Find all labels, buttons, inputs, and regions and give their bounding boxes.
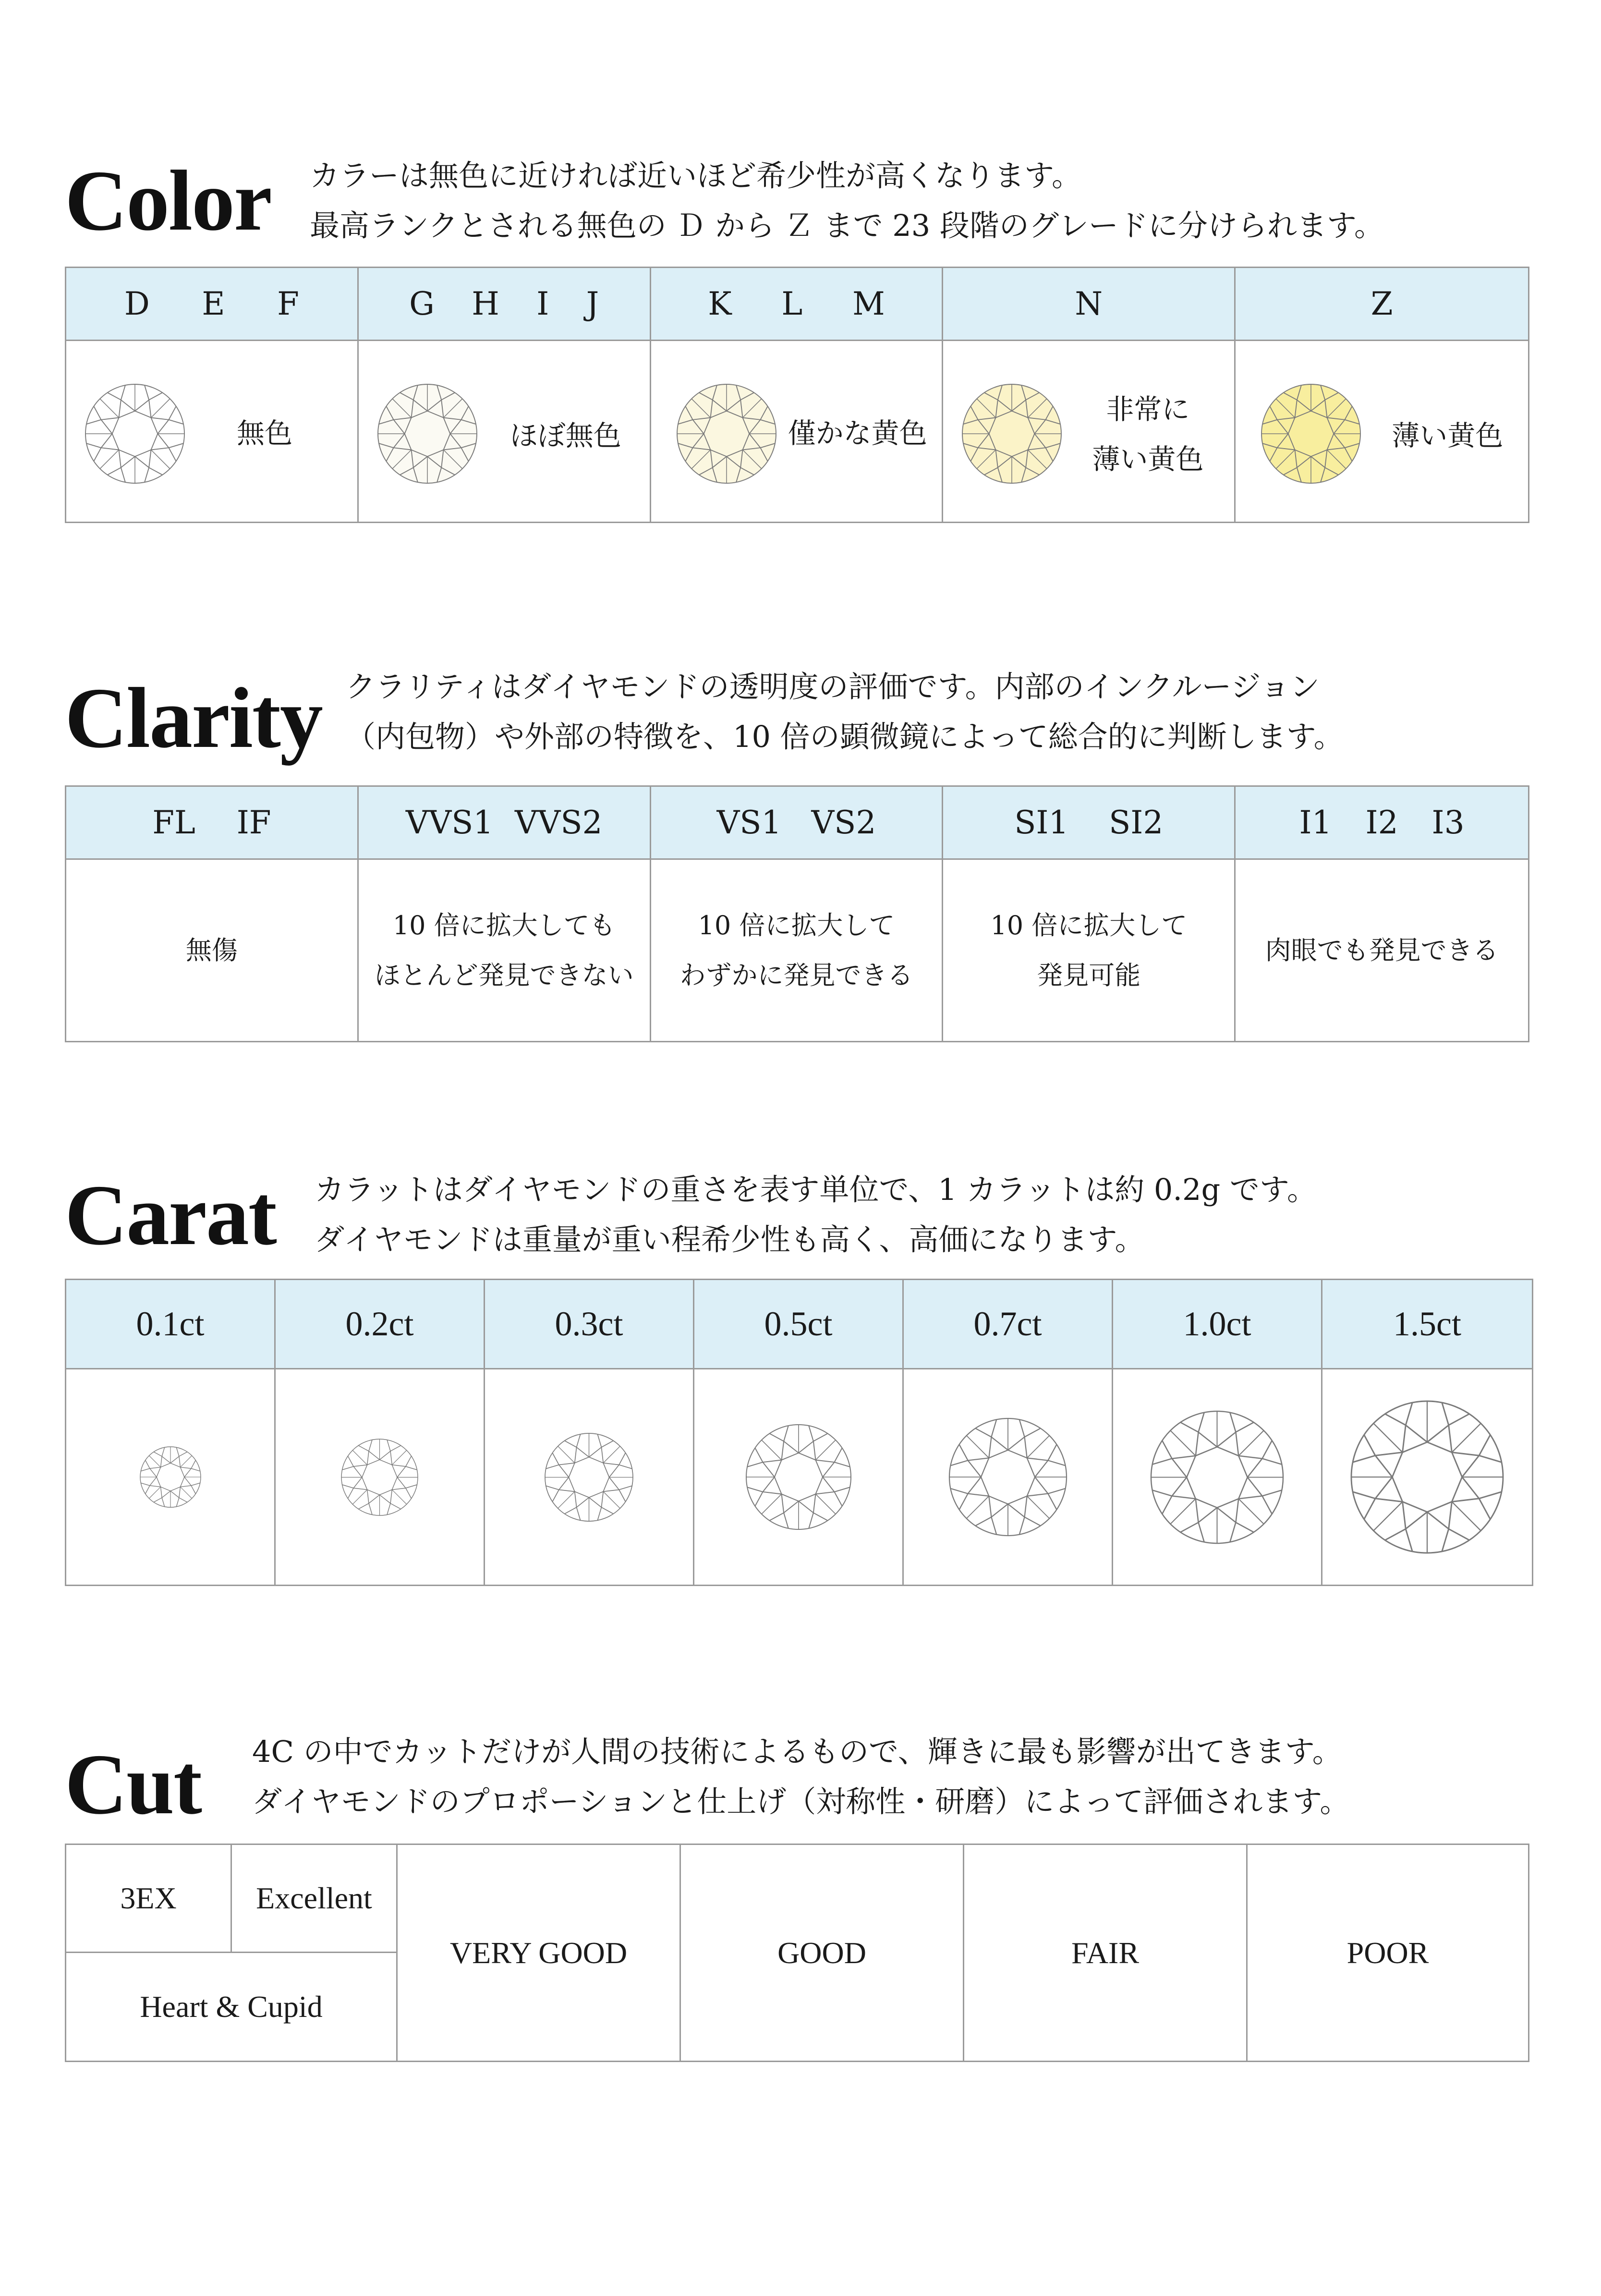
carat-description: カラットはダイヤモンドの重さを表す単位で、1 カラットは約 0.2g です。 ダイヤモンドは重量が重い程希少性も高く、高価になります。 [315,1172,1317,1257]
color-cell-faint-yellow [651,341,944,522]
color-label: 非常に 薄い黄色 [1092,393,1204,476]
diamond-icon [948,1417,1067,1537]
cut-table [65,1844,1529,2062]
grade-letter: SI1 [1014,804,1069,841]
carat-header: 0.7ct [904,1280,1113,1369]
grade-letter: Z [1371,285,1393,322]
carat-cell [694,1369,904,1585]
color-label: 薄い黄色 [1392,419,1504,452]
grade-letter: G [409,285,435,322]
grade-letter: I1 [1299,804,1332,841]
cut-poor: POOR [1346,1935,1429,1970]
diamond-icon [1350,1400,1504,1554]
clarity-header-i [1236,787,1528,860]
clarity-header-vvs [359,787,651,860]
clarity-cell-flawless: 無傷 [66,860,359,1041]
color-label: 僅かな黄色 [788,417,927,450]
clarity-table [65,785,1529,1042]
carat-cell [904,1369,1113,1585]
grade-letter: N [1075,285,1103,322]
color-header-ghij [359,268,651,341]
carat-cell [1113,1369,1322,1585]
color-cell-colorless [66,341,359,522]
cut-fair: FAIR [964,1845,1248,2061]
diamond-icon [377,383,478,484]
color-cell-near-colorless [359,341,651,522]
cut-excellent: Excellent [232,1845,398,1953]
grade-letter: H [472,285,499,322]
carat-header: 1.0ct [1113,1280,1322,1369]
color-header-z [1236,268,1528,341]
diamond-icon [85,383,185,484]
grade-letter: I2 [1365,804,1398,841]
cut-very-good: VERY GOOD [398,1845,681,2061]
grade-letter: K [708,285,732,322]
color-description: カラーは無色に近ければ近いほど希少性が高くなります。 最高ランクとされる無色の Ｄ から Ｚ まで 23 段階のグレードに分けられます。 [310,158,1384,243]
grade-letter: F [277,285,299,322]
grade-letter: VVS1 [405,804,494,841]
color-header-def [66,268,359,341]
carat-header: 0.1ct [66,1280,276,1369]
clarity-cell-vs: 10 倍に拡大して わずかに発見できる [651,860,944,1041]
color-header-n [943,268,1236,341]
grade-letter: VS1 [716,804,782,841]
grade-letter: L [781,285,803,322]
color-label: ほぼ無色 [509,419,621,452]
color-label: 無色 [237,417,293,450]
carat-table [65,1279,1533,1586]
color-cell-very-light-yellow [943,341,1236,522]
cut-good: GOOD [681,1845,964,2061]
diamond-icon [961,383,1062,484]
cut-title: Cut [65,1736,202,1832]
clarity-header-si [943,787,1236,860]
grade-letter: E [202,285,225,322]
grade-letter: M [852,285,885,322]
grade-letter: IF [236,804,271,841]
diamond-icon [340,1438,419,1516]
carat-title: Carat [65,1167,276,1263]
clarity-cell-vvs: 10 倍に拡大しても ほとんど発見できない [359,860,651,1041]
clarity-header-fl-if [66,787,359,860]
diamond-icon [1150,1410,1284,1544]
grade-letter: FL [152,804,195,841]
grade-letter: SI2 [1109,804,1164,841]
carat-header: 0.2ct [276,1280,485,1369]
color-cell-light-yellow [1236,341,1528,522]
diamond-icon [745,1424,852,1530]
cut-3ex: 3EX [66,1845,232,1953]
cut-heart-cupid: Heart & Cupid [66,1953,398,2061]
carat-header: 0.3ct [485,1280,694,1369]
grade-letter: D [124,285,150,322]
carat-header: 1.5ct [1322,1280,1532,1369]
color-header-klm [651,268,944,341]
grade-letter: VS2 [811,804,876,841]
grade-letter: J [586,285,599,322]
diamond-icon [139,1446,202,1508]
diamond-icon [544,1432,634,1522]
clarity-title: Clarity [65,670,322,766]
color-table [65,267,1529,523]
grade-letter: I [536,285,549,322]
carat-cell [485,1369,694,1585]
diamond-icon [1261,383,1361,484]
clarity-header-vs [651,787,944,860]
diamond-icon [676,383,777,484]
grade-letter: VVS2 [515,804,603,841]
carat-cell [66,1369,276,1585]
clarity-cell-i: 肉眼でも発見できる [1265,935,1499,965]
clarity-description: クラリティはダイヤモンドの透明度の評価です。内部のインクルージョン （内包物）や外部の特徴を、10 倍の顕微鏡によって総合的に判断します。 [346,669,1344,754]
carat-cell [1322,1369,1532,1585]
color-title: Color [65,153,271,248]
grade-letter: I3 [1431,804,1465,841]
clarity-cell-si: 10 倍に拡大して 発見可能 [943,860,1236,1041]
cut-description: 4C の中でカットだけが人間の技術によるもので、輝きに最も影響が出てきます。 ダイヤモンドのプロポーションと仕上げ（対称性・研磨）によって評価されます。 [252,1734,1350,1819]
carat-header: 0.5ct [694,1280,904,1369]
carat-cell [276,1369,485,1585]
